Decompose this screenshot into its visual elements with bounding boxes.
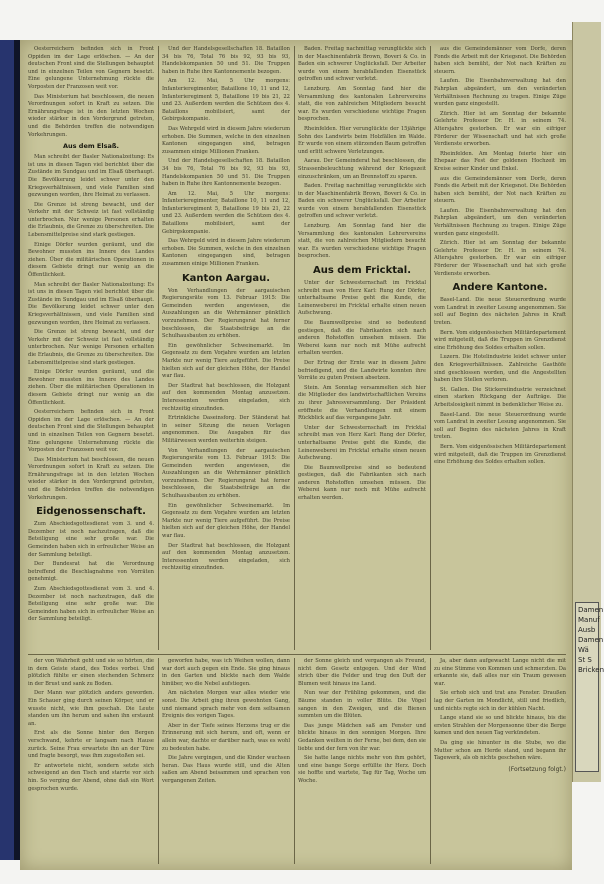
column-3	[298, 46, 426, 650]
paragraph: Ertrinkliche Daseinsforg. Der Ständerat hat in seiner Sitzung die neuen Vorlagen angenommen. Die Ausgaben für das Militärwesen werden weiterhin steigen.	[162, 415, 290, 444]
paragraph: Am 12. Mai, 5 Uhr morgens: Infanterieregimenter, Bataillone 10, 11 und 12, Infanterieregiment 5, Bataillone 19 bis 21, 22 und 23. Außerdem werden die Schützen des 4. Bataillons mobilisiert, samt der Gebirgskompanie.	[162, 190, 290, 235]
paragraph: Luzern. Die Hotelindustrie leidet schwer unter den Kriegsverhältnissen. Zahlreiche Gasthöfe sind geschlossen worden, und die Angestellten haben ihre Stellen verloren.	[434, 354, 566, 384]
paragraph: Die Baumwollpreise sind so bedeutend gestiegen, daß die Fabrikanten sich nach anderen Rohstoffen umsehen müssen. Die Weberei kann nur noch mit Mühe aufrecht erhalten werden.	[298, 464, 426, 502]
paragraph: Aber in der Tiefe seines Herzens trug er die Erinnerung mit sich herum, und oft, wenn er allein war, dachte er darüber nach, was es wohl zu bedeuten habe.	[162, 722, 290, 752]
paragraph: Das junge Mädchen saß am Fenster und blickte hinaus in den sonnigen Morgen. Ihre Gedanken weilten in der Ferne, bei dem, den sie liebte und der fern von ihr war.	[298, 722, 426, 752]
feuilleton-column-1	[28, 658, 154, 864]
paragraph: Man schreibt der Basler Nationalzeitung: Es ist uns in diesen Tagen viel berichtet über die Zustände im Sundgau und im Elsaß überhaupt. Die Bevölkerung leidet schwer unter den Kriegsverhältnissen, und viele Familien sind gezwungen worden, ihre Heimat zu verlassen.	[28, 281, 154, 326]
paragraph: Er antwortete nicht, sondern setzte sich schweigend an den Tisch und starrte vor sich hin. So verging der Abend, ohne daß ein Wort gesprochen wurde.	[28, 762, 154, 792]
column-1	[28, 46, 154, 650]
paragraph: Einige Dörfer wurden geräumt, und die Bewohner mussten ins Innere des Landes ziehen. Über die militärischen Operationen in diesem Gebiete dringt nur wenig an die Öffentlichkeit.	[28, 369, 154, 406]
column-rule	[158, 658, 159, 864]
continuation-note: (Fortsetzung folgt.)	[508, 765, 566, 773]
paragraph: Am nächsten Morgen war alles wieder wie sonst. Die Arbeit ging ihren gewohnten Gang, und niemand sprach mehr von dem seltsamen Ereignis des vorigen Tages.	[162, 690, 290, 720]
paragraph: geworfen habe, was ich Weihen wollen, dann war dort auch gegen ein Ende. Sie ging hinaus in den Garten und blickte nach dem Walde hinüber, wo die Nebel aufstiegen.	[162, 658, 290, 687]
feuilleton-column-4	[434, 658, 566, 864]
paragraph: Bern. Vom eidgenössischen Militärdepartement wird mitgeteilt, daß die Truppen im Grenzdienst eine Erhöhung des Soldes erhalten sollen.	[434, 443, 566, 466]
feuilleton-column-2	[162, 658, 290, 864]
paragraph: Einige Dörfer wurden geräumt, und die Bewohner mussten ins Innere des Landes ziehen. Über die militärischen Operationen in diesem Gebiete dringt nur wenig an die Öffentlichkeit.	[28, 241, 154, 279]
paragraph: Der Bundesrat hat die Verordnung betreffend die Beschlagnahme von Vorräten genehmigt.	[28, 561, 154, 583]
paragraph: Sie erhob sich und trat ans Fenster. Draußen lag der Garten im Mondlicht, still und friedlich, und nichts regte sich in der kühlen Nacht.	[434, 690, 566, 712]
paragraph: Da ging sie hinunter in die Stube, wo die Mutter schon am Herde stand, und begann ihr Tagewerk, als ob nichts geschehen wäre.	[434, 739, 566, 762]
column-4	[434, 46, 566, 650]
paragraph: Der Stadtrat hat beschlossen, die Holzgant auf den kommenden Montag anzusetzen. Interessenten werden eingeladen, sich rechtzeitig einzufinden.	[162, 542, 290, 572]
paragraph: Die Baumwollpreise sind so bedeutend gestiegen, daß die Fabrikanten sich nach anderen Rohstoffen umsehen müssen. Die Weberei kann nur noch mit Mühe aufrecht erhalten werden.	[298, 320, 426, 357]
paragraph: Von Verhandlungen der aargauischen Regierungsräte vom 13. Februar 1915: Die Gemeinden werden angewiesen, die Auszahlungen an die Wehrmänner pünktlich vorzunehmen. Der Regierungsrat hat ferner beschlossen, die Staatsbeiträge an die Schulhausbauten zu erhöhen.	[162, 447, 290, 500]
paragraph: Unter der Schwesternschaft im Fricktal schreibt man von Herz Karl: Rung der Dörfer, unterhaltsame Preise geht die Kunde, die Leinenweberei im Fricktal erhalte einen neuen Aufschwung.	[298, 280, 426, 317]
paragraph: Zum Abschiedsgottesdienst vom 3. und 4. Dezember ist noch nachzutragen, daß die Beteiligung eine sehr große war. Die Gemeinden haben sich in erfreulicher Weise an der Sammlung beteiligt.	[28, 521, 154, 558]
paragraph: der von Wahrheit geht und sie so hörten, die in dem Geiste stand, des Todes vorbei. Und plötzlich fühlte er einen stechenden Schmerz in der Brust und sank zu Boden.	[28, 658, 154, 687]
paragraph: Ein gewöhnlicher Schweinemarkt. Im Gegensatz zu dem Vorjahre wurden am letzten Markte nur wenig Tiere aufgeführt. Die Preise hielten sich auf der gleichen Höhe, der Handel war flau.	[162, 502, 290, 540]
paragraph: aus die Gemeindemänner vom Dorfe, deren Fonds die Arbeit mit der Kriegsnot. Die Behörden haben sich bemüht, der Not nach Kräften zu steuern.	[434, 46, 566, 75]
paragraph: aus die Gemeindemänner vom Dorfe, deren Fonds die Arbeit mit der Kriegsnot. Die Behörden haben sich bemüht, der Not nach Kräften zu steuern.	[434, 175, 566, 205]
paragraph: Zürich. Hier ist am Sonntag der bekannte Gelehrte Professor Dr. H. in seinem 74. Altersjahre gestorben. Er war ein eifriger Förderer der Wissenschaft und hat sich große Verdienste erworben.	[434, 110, 566, 148]
headline-kanton-aargau: Kanton Aargau.	[181, 272, 271, 284]
paragraph: Der Mann war plötzlich anders geworden. Ein Schauer ging durch seinen Körper, und er wusste nicht, wie ihm geschah. Die Leute standen um ihn herum und sahen ihn erstaunt an.	[28, 690, 154, 727]
paragraph: Die Grenze ist streng bewacht, und der Verkehr mit der Schweiz ist fast vollständig unterbrochen. Nur wenige Personen erhalten die Erlaubnis, die Grenze zu überschreiten. Die Lebensmittelpreise sind stark gestiegen.	[28, 201, 154, 239]
paragraph: Basel-Land. Die neue Steuerordnung wurde vom Landrat in zweiter Lesung angenommen. Sie soll auf Beginn des nächsten Jahres in Kraft treten.	[434, 411, 566, 441]
paragraph: Laufen. Die Eisenbahnverwaltung hat den Fahrplan abgeändert, um den veränderten Verhältnissen Rechnung zu tragen. Einige Züge wurden ganz eingestellt.	[434, 78, 566, 108]
paragraph: Am 12. Mai, 5 Uhr morgens: Infanterieregimenter, Bataillone 10, 11 und 12, Infanterieregiment 5, Bataillone 19 bis 21, 22 und 23. Außerdem werden die Schützen des 4. Bataillons mobilisiert, samt der Gebirgskompanie.	[162, 78, 290, 123]
paragraph: Das Ministerium hat beschlossen, die neuen Verordnungen sofort in Kraft zu setzen. Die Ernährungsfrage ist in den letzten Wochen wieder stärker in den Vordergrund getreten, und die Behörden treffen die notwendigen Vorkehrungen.	[28, 93, 154, 138]
paragraph: Bern. Vom eidgenössischen Militärdepartement wird mitgeteilt, daß die Truppen im Grenzdienst eine Erhöhung des Soldes erhalten sollen.	[434, 329, 566, 351]
paragraph: Rheinfelden. Am Montag feierte hier ein Ehepaar das Fest der goldenen Hochzeit im Kreise seiner Kinder und Enkel.	[434, 150, 566, 172]
paragraph: Lenzburg. Am Sonntag fand hier die Versammlung des kantonalen Lehrervereins statt, die von zahlreichen Mitgliedern besucht war. Es wurden verschiedene wichtige Fragen besprochen.	[298, 223, 426, 260]
paragraph: Lange stand sie so und blickte hinaus, bis die ersten Strahlen der Morgensonne über die Berge kamen und den neuen Tag verkündeten.	[434, 715, 566, 737]
paragraph: Sie hatte lange nichts mehr von ihm gehört, und eine bange Sorge erfüllte ihr Herz. Doch sie hoffte und wartete, Tag für Tag, Woche um Woche.	[298, 755, 426, 784]
paragraph: Die Jahre vergingen, und die Kinder wuchsen heran. Das Haus wurde still, und die Alten saßen am Abend beisammen und sprachen von vergangenen Zeiten.	[162, 755, 290, 784]
newspaper-page	[20, 40, 572, 870]
paragraph: Baden. Freitag nachmittag verunglückte sich in der Maschinenfabrik Brown, Boveri & Co. in Baden ein schwerer Unglücksfall. Der Arbeiter wurde von einem herabfallenden Eisenstück getroffen und schwer verletzt.	[298, 183, 426, 220]
paragraph: Das Wehrgeld wird in diesem Jahre wiederum erhoben. Die Summen, welche in den einzelnen Kantonen eingegangen sind, betragen zusammen einige Millionen Franken.	[162, 238, 290, 268]
column-rule	[430, 658, 431, 864]
paragraph: Zum Abschiedsgottesdienst vom 3. und 4. Dezember ist noch nachzutragen, daß die Beteiligung eine sehr große war. Die Gemeinden haben sich in erfreulicher Weise an der Sammlung beteiligt.	[28, 586, 154, 623]
column-2	[162, 46, 290, 650]
book-binding	[0, 40, 14, 860]
headline-eidgenossenschaft: Eidgenossenschaft.	[36, 506, 146, 518]
paragraph: Ein gewöhnlicher Schweinemarkt. Im Gegensatz zu dem Vorjahre wurden am letzten Markte nur wenig Tiere aufgeführt. Die Preise hielten sich auf der gleichen Höhe, der Handel war flau.	[162, 342, 290, 380]
paragraph: Das Ministerium hat beschlossen, die neuen Verordnungen sofort in Kraft zu setzen. Die Ernährungsfrage ist in den letzten Wochen wieder stärker in den Vordergrund getreten, und die Behörden treffen die notwendigen Vorkehrungen.	[28, 456, 154, 501]
headline-fricktal: Aus dem Fricktal.	[312, 265, 412, 277]
paragraph: der Sonne gleich und vergangen als Freund, nicht dem Gesetz entgegen. Und der Wind strich über die Felder und trug den Duft der Blumen weit hinaus ins Land.	[298, 658, 426, 687]
paragraph: Und der Handelsgesellschaften 18. Bataillon 34 bis 76, Total 76 bis 92, 93 bis 93, Handelskompanien 50 und 51. Die Truppen haben in Ruhe ihre Kantonnemente bezogen.	[162, 46, 290, 75]
headline-andere-kantone: Andere Kantone.	[452, 282, 548, 294]
paragraph: Baden. Freitag nachmittag verunglückte sich in der Maschinenfabrik Brown, Boveri & Co. in Baden ein schwerer Unglücksfall. Der Arbeiter wurde von einem herabfallenden Eisenstück getroffen und schwer verletzt.	[298, 46, 426, 83]
paragraph: Stein. Am Sonntag versammelten sich hier die Mitglieder des landwirtschaftlichen Vereins zu ihrer Jahresversammlung. Der Präsident eröffnete die Verhandlungen mit einem Rückblick auf das vergangene Jahr.	[298, 384, 426, 422]
paragraph: Nun war der Frühling gekommen, und die Bäume standen in voller Blüte. Die Vögel sangen in den Zweigen, und die Bienen summten um die Blüten.	[298, 690, 426, 720]
paragraph: Erst als die Sonne hinter den Bergen verschwand, kehrte er langsam nach Hause zurück. Seine Frau erwartete ihn an der Türe und fragte besorgt, was ihm zugestoßen sei.	[28, 730, 154, 760]
paragraph: Basel-Land. Die neue Steuerordnung wurde vom Landrat in zweiter Lesung angenommen. Sie soll auf Beginn des nächsten Jahres in Kraft treten.	[434, 297, 566, 326]
paragraph: Oesterreichern befinden sich in Front Oppiden im der Lage erlöschen. — An der deutschen Front sind die Stellungen behauptet und in einzelnen Teilen von Gegnern besetzt. Eine gelungene Unternehmung rückte die Vorposten der Franzosen weit vor.	[28, 409, 154, 454]
paragraph: Aarau. Der Gemeinderat hat beschlossen, die Strassenbeleuchtung während der Kriegszeit einzuschränken, um an Brennstoff zu sparen.	[298, 158, 426, 180]
paragraph: Und der Handelsgesellschaften 18. Bataillon 34 bis 76, Total 76 bis 92, 93 bis 93, Handelskompanien 50 und 51. Die Truppen haben in Ruhe ihre Kantonnemente bezogen.	[162, 158, 290, 188]
paragraph: Der Ertrag der Ernte war in diesem Jahre befriedigend, und die Landwirte konnten ihre Vorräte zu guten Preisen absetzen.	[298, 359, 426, 382]
column-rule	[158, 46, 159, 650]
paragraph: Das Wehrgeld wird in diesem Jahre wiederum erhoben. Die Summen, welche in den einzelnen Kantonen eingegangen sind, betragen zusammen einige Millionen Franken.	[162, 125, 290, 155]
paragraph: Ja, aber dann aufgewacht Lange nicht die mit zu eine Stimme von Kommen und schmerzten. Da erkannte sie, daß alles nur ein Traum gewesen war.	[434, 658, 566, 687]
paragraph: Laufen. Die Eisenbahnverwaltung hat den Fahrplan abgeändert, um den veränderten Verhältnissen Rechnung zu tragen. Einige Züge wurden ganz eingestellt.	[434, 207, 566, 237]
paragraph: St. Gallen. Die Stickereiindustrie verzeichnet einen starken Rückgang der Aufträge. Die Arbeitslosigkeit nimmt in bedenklicher Weise zu.	[434, 386, 566, 408]
paragraph: Man schreibt der Basler Nationalzeitung: Es ist uns in diesen Tagen viel berichtet über die Zustände im Sundgau und im Elsaß überhaupt. Die Bevölkerung leidet schwer unter den Kriegsverhältnissen, und viele Familien sind gezwungen worden, ihre Heimat zu verlassen.	[28, 154, 154, 199]
paragraph: Der Stadtrat hat beschlossen, die Holzgant auf den kommenden Montag anzusetzen. Interessenten werden eingeladen, sich rechtzeitig einzufinden.	[162, 382, 290, 412]
column-rule	[294, 658, 295, 864]
column-rule	[430, 46, 431, 650]
adjacent-page-edge	[572, 22, 604, 782]
paragraph: Die Grenze ist streng bewacht, und der Verkehr mit der Schweiz ist fast vollständig unterbrochen. Nur wenige Personen erhalten die Erlaubnis, die Grenze zu überschreiten. Die Lebensmittelpreise sind stark gestiegen.	[28, 329, 154, 366]
paragraph: Unter der Schwesternschaft im Fricktal schreibt man von Herz Karl: Rung der Dörfer, unterhaltsame Preise geht die Kunde, die Leinenweberei im Fricktal erhalte einen neuen Aufschwung.	[298, 424, 426, 462]
paragraph: Oesterreichern befinden sich in Front Oppiden im der Lage erlöschen. — An der deutschen Front sind die Stellungen behauptet und in einzelnen Teilen von Gegnern besetzt. Eine gelungene Unternehmung rückte die Vorposten der Franzosen weit vor.	[28, 46, 154, 90]
paragraph: Rheinfelden. Hier verunglückte der 15jährige Sohn des Landwirts beim Holzfällen im Walde. Er wurde von einem stürzenden Baum getroffen und erlitt schwere Verletzungen.	[298, 125, 426, 155]
headline-elsass: Aus dem Elsaß.	[63, 142, 119, 151]
feuilleton-column-3	[298, 658, 426, 864]
paragraph: Zürich. Hier ist am Sonntag der bekannte Gelehrte Professor Dr. H. in seinem 74. Altersjahre gestorben. Er war ein eifriger Förderer der Wissenschaft und hat sich große Verdienste erworben.	[434, 240, 566, 277]
section-rule	[28, 654, 566, 655]
advertisement-clipping: Damen Manuf Ausb Damen Wä St S Bricken	[575, 602, 599, 772]
paragraph: Lenzburg. Am Sonntag fand hier die Versammlung des kantonalen Lehrervereins statt, die von zahlreichen Mitgliedern besucht war. Es wurden verschiedene wichtige Fragen besprochen.	[298, 85, 426, 123]
paragraph: Von Verhandlungen der aargauischen Regierungsräte vom 13. Februar 1915: Die Gemeinden werden angewiesen, die Auszahlungen an die Wehrmänner pünktlich vorzunehmen. Der Regierungsrat hat ferner beschlossen, die Staatsbeiträge an die Schulhausbauten zu erhöhen.	[162, 287, 290, 340]
column-rule	[294, 46, 295, 650]
